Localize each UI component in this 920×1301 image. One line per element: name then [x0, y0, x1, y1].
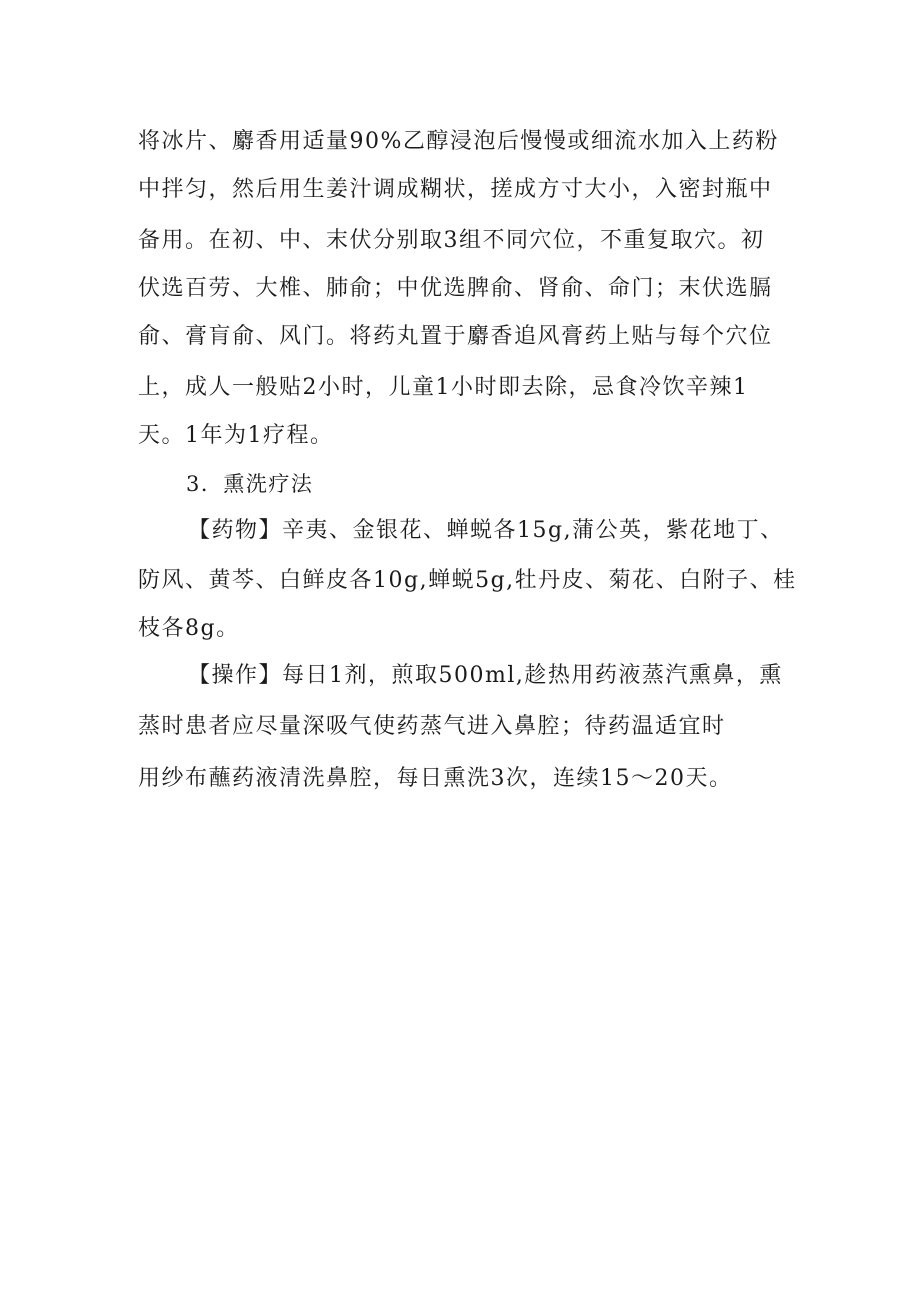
operation-line: 用纱布蘸药液清洗鼻腔，每日熏洗3次，连续15〜20天。 — [138, 766, 733, 791]
text-line: 俞、膏肓俞、风门。将药丸置于麝香追风膏药上贴与每个穴位 — [138, 324, 773, 349]
text-line: 将冰片、麝香用适量90%乙醇浸泡后慢慢或细流水加入上药粉 — [138, 129, 779, 154]
section-heading: 3．熏洗疗法 — [186, 472, 314, 496]
medicine-line: 防风、黄芩、白鲜皮各10g,蝉蜕5g,牡丹皮、菊花、白附子、桂 — [138, 568, 797, 593]
text-line: 伏选百劳、大椎、肺俞；中优选脾俞、肾俞、命门；末伏选膈 — [138, 276, 773, 301]
text-line: 上，成人一般贴2小时，儿童1小时即去除，忌食冷饮辛辣1 — [138, 375, 749, 400]
medicine-line: 枝各8g。 — [138, 616, 240, 641]
text-line: 中拌匀，然后用生姜汁调成糊状，搓成方寸大小，入密封瓶中 — [138, 177, 773, 202]
operation-line: 【操作】每日1剂，煎取500ml,趁热用药液蒸汽熏鼻，熏 — [188, 663, 783, 688]
text-line: 天。1年为1疗程。 — [138, 423, 334, 448]
text-line: 备用。在初、中、末伏分别取3组不同穴位，不重复取穴。初 — [138, 228, 765, 253]
medicine-line: 【药物】辛夷、金银花、蝉蜕各15g,蒲公英，紫花地丁、 — [188, 518, 784, 543]
operation-line: 蒸时患者应尽量深吸气使药蒸气进入鼻腔；待药温适宜时 — [138, 714, 726, 739]
